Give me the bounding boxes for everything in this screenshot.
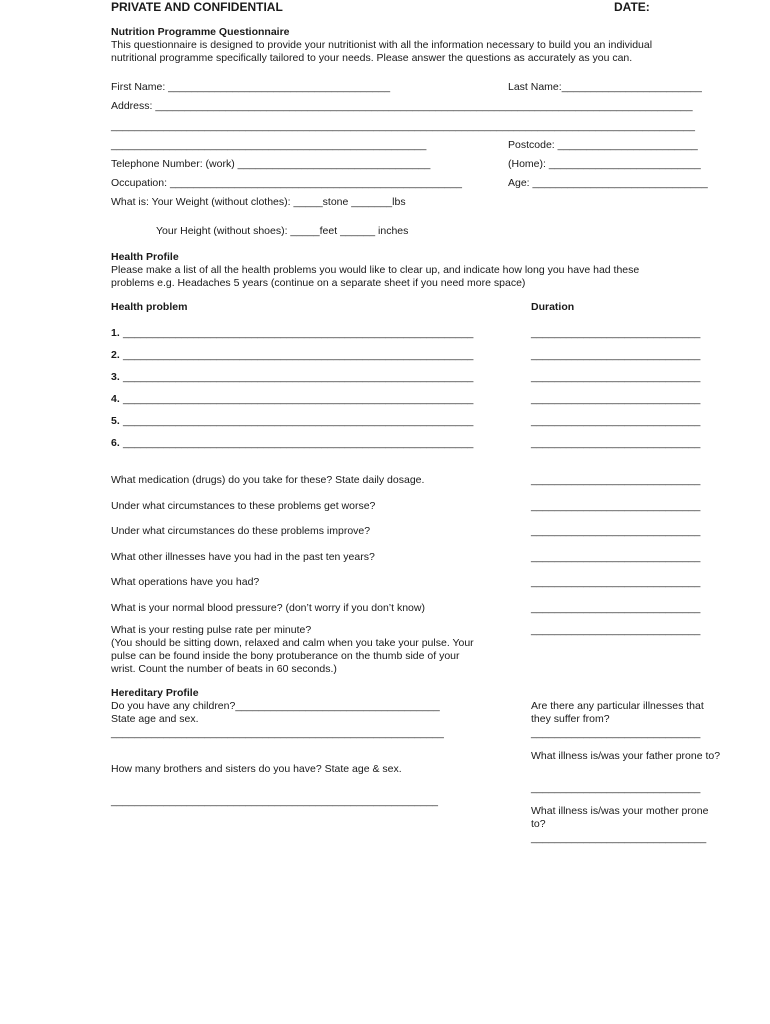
mother-illness-answer-line[interactable]: ______________________________: [531, 832, 707, 844]
postcode-field[interactable]: Postcode: ________________________: [508, 139, 698, 151]
problem-number: 6.: [111, 437, 120, 449]
hereditary-profile-heading: Hereditary Profile: [111, 687, 199, 699]
duration-line[interactable]: _____________________________: [531, 415, 701, 427]
problem-line[interactable]: ____________________________________________________________: [123, 415, 474, 427]
date-label: DATE:: [614, 0, 650, 14]
health-problem-column-header: Health problem: [111, 301, 188, 313]
father-illness-answer-line[interactable]: _____________________________: [531, 782, 701, 794]
medication-question: What medication (drugs) do you take for these? State daily dosage.: [111, 474, 425, 486]
particular-illness-answer-line[interactable]: _____________________________: [531, 727, 701, 739]
problem-number: 4.: [111, 393, 120, 405]
problem-number: 3.: [111, 371, 120, 383]
first-name-field[interactable]: First Name: ______________________________________: [111, 81, 391, 93]
blood-pressure-answer-line[interactable]: _____________________________: [531, 602, 701, 614]
age-field[interactable]: Age: ______________________________: [508, 177, 708, 189]
health-instructions-line-1: Please make a list of all the health problems you would like to clear up, and indicate how long you have had these: [111, 264, 640, 276]
intro-line-1: This questionnaire is designed to provide your nutritionist with all the information necessary to build you an individual: [111, 39, 653, 51]
duration-column-header: Duration: [531, 301, 575, 313]
telephone-home-field[interactable]: (Home): __________________________: [508, 158, 701, 170]
particular-illness-question-line-1: Are there any particular illnesses that: [531, 700, 704, 712]
problem-line[interactable]: ____________________________________________________________: [123, 393, 474, 405]
address-line-3[interactable]: ______________________________________________________: [111, 139, 427, 151]
document-title: PRIVATE AND CONFIDENTIAL: [111, 0, 283, 14]
medication-answer-line[interactable]: _____________________________: [531, 474, 701, 486]
mother-illness-question-line-2: to?: [531, 818, 546, 830]
pulse-instructions-line-2: pulse can be found inside the bony protuberance on the thumb side of your: [111, 650, 460, 662]
pulse-instructions-line-1: (You should be sitting down, relaxed and calm when you take your pulse. Your: [111, 637, 474, 649]
problem-number: 5.: [111, 415, 120, 427]
worse-answer-line[interactable]: _____________________________: [531, 500, 701, 512]
father-illness-question: What illness is/was your father prone to?: [531, 750, 721, 762]
last-name-field[interactable]: Last Name:________________________: [508, 81, 702, 93]
intro-line-2: nutritional programme specifically tailored to your needs. Please answer the questions as accurately as you can.: [111, 52, 633, 64]
other-illnesses-answer-line[interactable]: _____________________________: [531, 551, 701, 563]
children-answer-line[interactable]: _________________________________________________________: [111, 727, 444, 739]
problem-number: 1.: [111, 327, 120, 339]
operations-question: What operations have you had?: [111, 576, 260, 588]
duration-line[interactable]: _____________________________: [531, 371, 701, 383]
problem-line[interactable]: ____________________________________________________________: [123, 371, 474, 383]
problem-number: 2.: [111, 349, 120, 361]
health-profile-heading: Health Profile: [111, 251, 179, 263]
pulse-instructions-line-3: wrist. Count the number of beats in 60 seconds.): [111, 663, 337, 675]
telephone-work-field[interactable]: Telephone Number: (work) _________________________________: [111, 158, 431, 170]
pulse-answer-line[interactable]: _____________________________: [531, 624, 701, 636]
problem-line[interactable]: ____________________________________________________________: [123, 327, 474, 339]
problem-line[interactable]: ____________________________________________________________: [123, 437, 474, 449]
operations-answer-line[interactable]: _____________________________: [531, 576, 701, 588]
duration-line[interactable]: _____________________________: [531, 349, 701, 361]
address-line-2[interactable]: ____________________________________________________________________________________________________: [111, 120, 695, 132]
siblings-question: How many brothers and sisters do you have? State age & sex.: [111, 763, 402, 775]
blood-pressure-question: What is your normal blood pressure? (don’t worry if you don’t know): [111, 602, 425, 614]
children-subquestion: State age and sex.: [111, 713, 199, 725]
height-field[interactable]: Your Height (without shoes): _____feet ______ inches: [156, 225, 409, 237]
health-instructions-line-2: problems e.g. Headaches 5 years (continue on a separate sheet if you need more space): [111, 277, 526, 289]
improve-answer-line[interactable]: _____________________________: [531, 525, 701, 537]
particular-illness-question-line-2: they suffer from?: [531, 713, 610, 725]
questionnaire-heading: Nutrition Programme Questionnaire: [111, 26, 290, 38]
pulse-question: What is your resting pulse rate per minute?: [111, 624, 312, 636]
duration-line[interactable]: _____________________________: [531, 437, 701, 449]
problem-line[interactable]: ____________________________________________________________: [123, 349, 474, 361]
duration-line[interactable]: _____________________________: [531, 393, 701, 405]
other-illnesses-question: What other illnesses have you had in the past ten years?: [111, 551, 375, 563]
weight-field[interactable]: What is: Your Weight (without clothes): _____stone _______lbs: [111, 196, 406, 208]
siblings-answer-line[interactable]: ________________________________________________________: [111, 795, 439, 807]
occupation-field[interactable]: Occupation: __________________________________________________: [111, 177, 462, 189]
improve-circumstances-question: Under what circumstances do these problems improve?: [111, 525, 371, 537]
worse-circumstances-question: Under what circumstances to these problems get worse?: [111, 500, 376, 512]
duration-line[interactable]: _____________________________: [531, 327, 701, 339]
children-question[interactable]: Do you have any children?___________________________________: [111, 700, 440, 712]
mother-illness-question-line-1: What illness is/was your mother prone: [531, 805, 709, 817]
address-field[interactable]: Address: ____________________________________________________________________________________________: [111, 100, 693, 112]
